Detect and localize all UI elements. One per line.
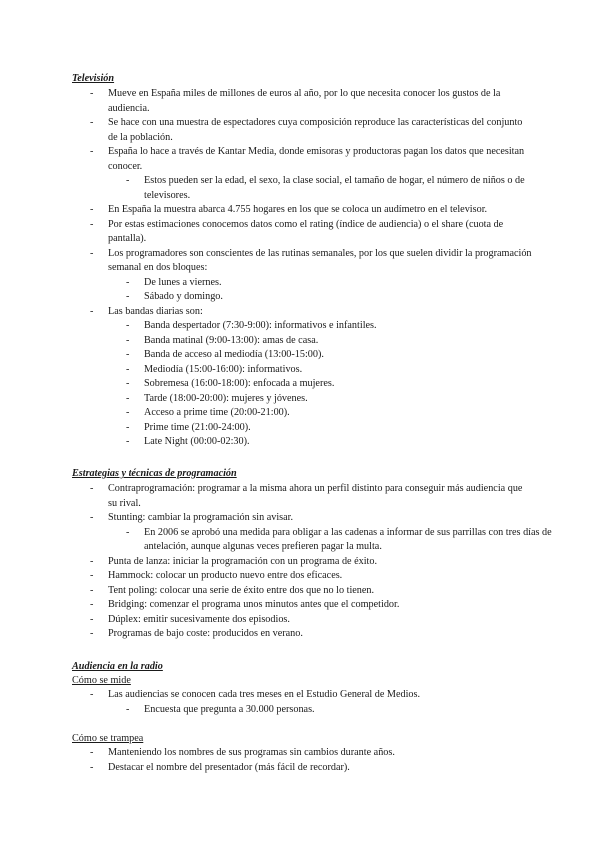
- list-item: - Los programadores son conscientes de las rutinas semanales, por los que suelen dividir la programación semanal en dos bloques: - De lunes a viernes. - Sábado y domingo.: [72, 247, 532, 305]
- heading-television: Televisión: [72, 73, 115, 84]
- list-item: - Contraprogramación: programar a la misma ahora un perfil distinto para conseguir más audiencia que su rival.: [90, 483, 523, 509]
- list-item: - Las bandas diarias son: - Banda despertador (7:30-9:00): informativos e infantiles. - Banda matinal (9:00-13:00): amas de casa. - Banda de acceso al mediodía (13:00-15:00). - Mediodía (15:00-16:00): informativos. - Sobremesa (16:00-18:00): enfocada a mujeres. - Tarde (18:00-20:00): mujeres y jóvenes. - Acceso a prime time (20:00-21:00). - Prime time (21:00-24:00). - Late Night (00:00-02:30).: [72, 305, 532, 450]
- list-item: - Tent poling: colocar una serie de éxito entre dos que no lo tienen.: [72, 584, 532, 599]
- cheat-list: [72, 746, 532, 775]
- dash-bullet: -: [90, 512, 94, 523]
- sublist-stunting: [108, 526, 568, 555]
- subheading-cheat: Cómo se trampea: [72, 733, 144, 744]
- dash-bullet: -: [90, 218, 94, 230]
- subheading-measure: Cómo se mide: [72, 675, 131, 686]
- sublist-survey: [108, 703, 568, 718]
- sublist-item: - Encuesta que pregunta a 30.000 personas.: [126, 703, 315, 715]
- sublist-item: - Estos pueden ser la edad, el sexo, la clase social, el tamaño de hogar, el número de niños o de televisores.: [126, 175, 525, 201]
- dash-bullet: -: [90, 747, 94, 758]
- list-item: - Programas de bajo coste: producidos en verano.: [72, 627, 532, 642]
- list-item: - Destacar el nombre del presentador (más fácil de recordar).: [72, 761, 532, 776]
- sublist-bloques: [108, 276, 568, 305]
- dash-bullet: -: [90, 689, 94, 700]
- sublist-item: - Sobremesa (16:00-18:00): enfocada a mujeres.: [126, 378, 335, 389]
- list-item: - Por estas estimaciones conocemos datos como el rating (índice de audiencia) o el share (cuota de pantalla).: [90, 218, 504, 244]
- sublist-item: - Late Night (00:00-02:30).: [126, 436, 250, 447]
- sublist-item: - Sábado y domingo.: [126, 291, 223, 302]
- sublist-item: - En 2006 se aprobó una medida para obligar a las cadenas a informar de sus parrillas con tres días de antelación, aunque algunas veces prefieren pagar la multa.: [126, 526, 552, 552]
- dash-bullet: -: [90, 761, 94, 773]
- sublist-item: - Banda matinal (9:00-13:00): amas de casa.: [126, 334, 319, 346]
- dash-bullet: -: [90, 584, 94, 596]
- list-item: - En España la muestra abarca 4.755 hogares en los que se coloca un audímetro en el televisor.: [72, 203, 532, 218]
- television-list: [72, 87, 532, 450]
- sublist-kantar: [108, 174, 568, 203]
- list-item: - Stunting: cambiar la programación sin avisar. - En 2006 se aprobó una medida para obligar a las cadenas a informar de sus parrillas con tres días de antelación, aunque algunas veces prefieren pagar la multa.: [72, 511, 532, 555]
- list-item: - Dúplex: emitir sucesivamente dos episodios.: [72, 613, 532, 628]
- sublist-item: - Prime time (21:00-24:00).: [126, 421, 251, 433]
- sublist-item: - Banda de acceso al mediodía (13:00-15:00).: [126, 349, 324, 360]
- dash-bullet: -: [90, 146, 94, 157]
- dash-bullet: -: [90, 88, 94, 99]
- sublist-bandas: [108, 319, 568, 450]
- dash-bullet: -: [90, 570, 94, 581]
- dash-bullet: -: [90, 483, 94, 494]
- sublist-item: - Mediodía (15:00-16:00): informativos.: [126, 363, 303, 375]
- dash-bullet: -: [90, 204, 94, 215]
- list-item: - Las audiencias se conocen cada tres meses en el Estudio General de Medios. - Encuesta que pregunta a 30.000 personas.: [72, 688, 532, 717]
- dash-bullet: -: [90, 117, 94, 128]
- list-item: - España lo hace a través de Kantar Media, donde emisoras y productoras pagan los datos que necesitan conocer. - Estos pueden ser la edad, el sexo, la clase social, el tamaño de hogar, el número de niños o de televisores.: [72, 145, 532, 203]
- dash-bullet: -: [90, 247, 94, 259]
- strategies-list: [72, 482, 552, 642]
- list-item: - Punta de lanza: iniciar la programación con un programa de éxito.: [72, 555, 532, 570]
- heading-strategies: Estrategias y técnicas de programación: [72, 468, 237, 479]
- sublist-item: - Acceso a prime time (20:00-21:00).: [126, 407, 290, 418]
- dash-bullet: -: [90, 305, 94, 317]
- dash-bullet: -: [90, 613, 94, 625]
- measure-list: [72, 688, 532, 717]
- list-item: - Hammock: colocar un producto nuevo entre dos eficaces.: [72, 569, 532, 584]
- dash-bullet: -: [90, 599, 94, 610]
- sublist-item: - Tarde (18:00-20:00): mujeres y jóvenes.: [126, 392, 308, 404]
- sublist-item: - De lunes a viernes.: [126, 276, 222, 288]
- list-item: - Se hace con una muestra de espectadores cuya composición reproduce las características del conjunto de la población.: [90, 117, 523, 143]
- list-item: - Manteniendo los nombres de sus programas sin cambios durante años.: [72, 746, 532, 761]
- heading-radio: Audiencia en la radio: [72, 661, 163, 672]
- dash-bullet: -: [90, 628, 94, 639]
- list-item: - Mueve en España miles de millones de euros al año, por lo que necesita conocer los gustos de la audiencia.: [90, 88, 501, 114]
- list-item: - Bridging: comenzar el programa unos minutos antes que el competidor.: [72, 598, 532, 613]
- sublist-item: - Banda despertador (7:30-9:00): informativos e infantiles.: [126, 320, 377, 331]
- dash-bullet: -: [90, 555, 94, 567]
